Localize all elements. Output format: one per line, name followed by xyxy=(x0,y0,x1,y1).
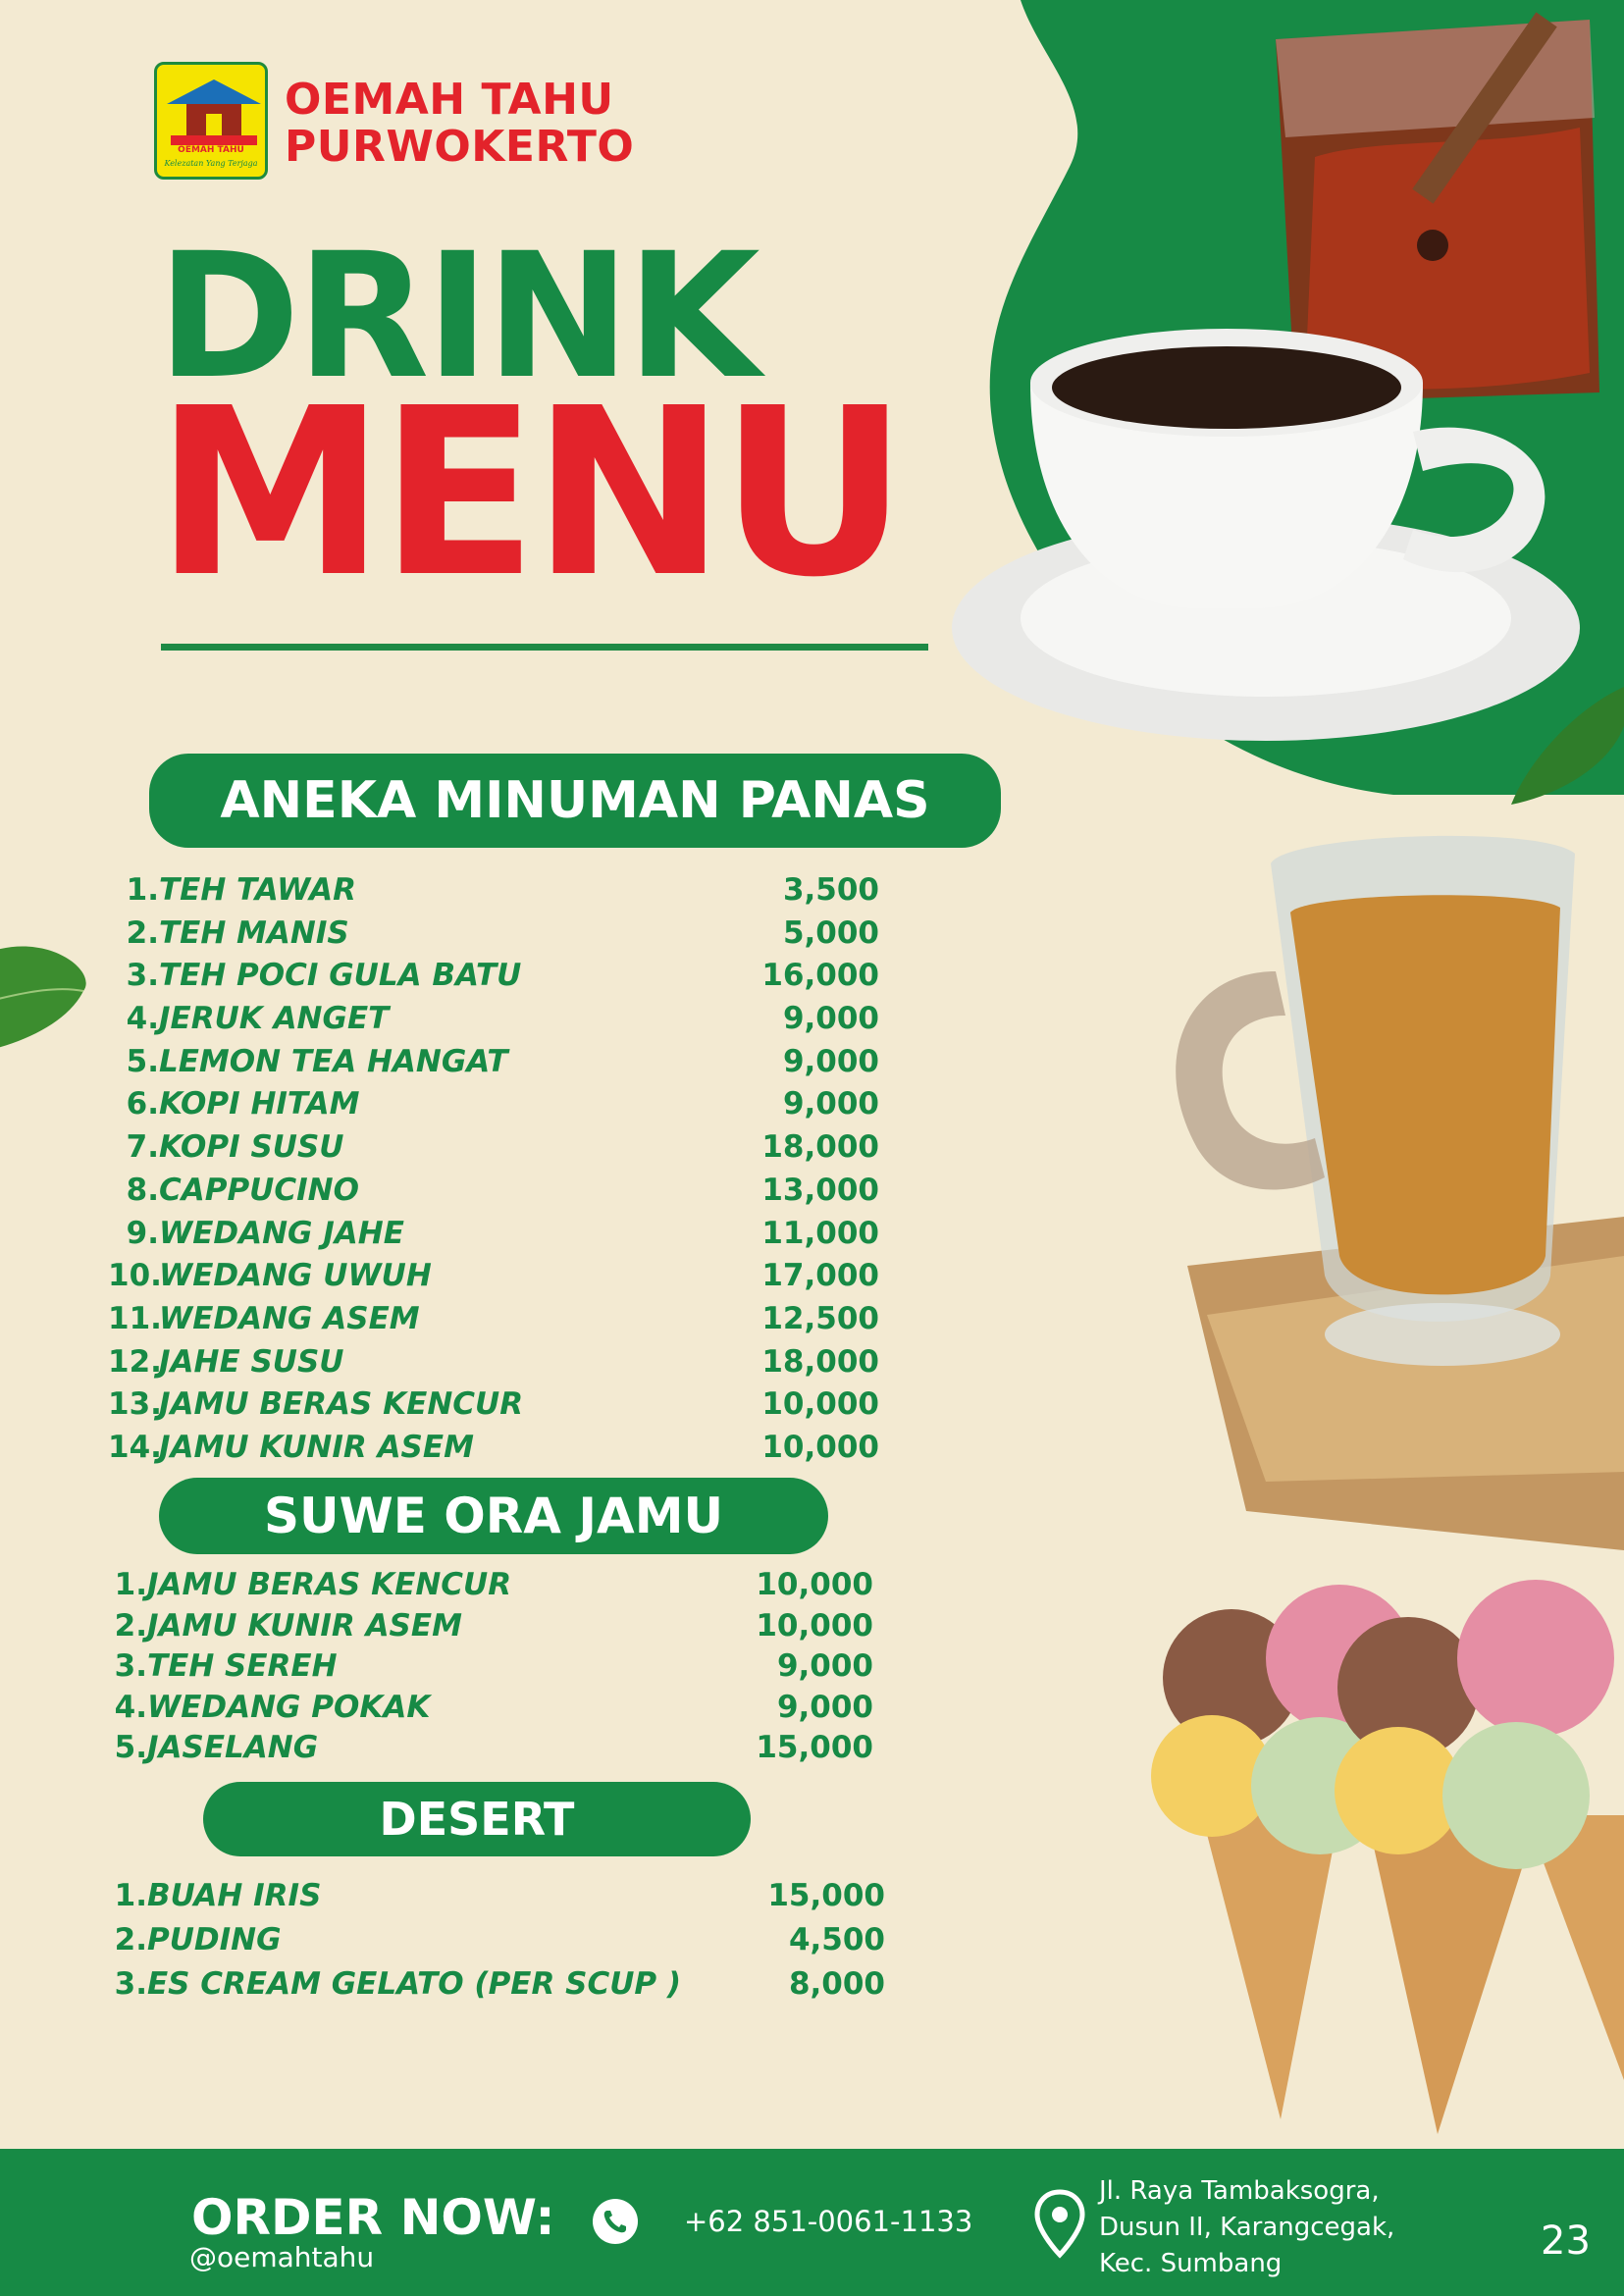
item-number: 8. xyxy=(126,1172,159,1208)
item-name: JAMU BERAS KENCUR xyxy=(147,1567,512,1602)
item-number: 11. xyxy=(108,1300,162,1336)
item-number: 3. xyxy=(114,1966,147,2002)
item-name: TEH SEREH xyxy=(147,1648,338,1684)
item-name: PUDING xyxy=(147,1922,282,1957)
item-name: ES CREAM GELATO (PER SCUP ) xyxy=(147,1966,682,2002)
item-number: 5. xyxy=(114,1730,147,1765)
item-price: 18,000 xyxy=(761,1343,879,1380)
item-number: 9. xyxy=(126,1215,159,1251)
order-now-label: ORDER NOW: xyxy=(191,2189,555,2246)
item-name: WEDANG JAHE xyxy=(159,1215,404,1251)
section-heading-hot-drinks: ANEKA MINUMAN PANAS xyxy=(149,754,1001,848)
list-item xyxy=(108,1213,879,1256)
list-item xyxy=(108,1874,885,1918)
item-number: 3. xyxy=(114,1648,147,1684)
item-price: 9,000 xyxy=(782,1001,879,1037)
item-name: JAMU BERAS KENCUR xyxy=(159,1386,524,1423)
item-price: 11,000 xyxy=(761,1215,879,1251)
item-number: 1. xyxy=(114,1878,147,1913)
list-item xyxy=(108,1565,873,1606)
item-name: JASELANG xyxy=(147,1730,319,1765)
ice-cream-cones-image xyxy=(1143,1570,1624,2139)
coffee-cup-image xyxy=(942,314,1590,746)
list-item xyxy=(108,1041,879,1084)
list-item xyxy=(108,869,879,913)
item-price: 9,000 xyxy=(782,1043,879,1079)
item-price: 3,500 xyxy=(782,872,879,908)
logo-tagline: Kelezatan Yang Terjaga xyxy=(164,159,258,168)
item-name: BUAH IRIS xyxy=(147,1878,322,1913)
list-item xyxy=(108,1427,879,1470)
phone-icon xyxy=(593,2199,638,2244)
phone-number[interactable]: +62 851-0061-1133 xyxy=(684,2205,973,2238)
title-divider xyxy=(161,644,928,651)
item-number: 4. xyxy=(114,1689,147,1725)
item-number: 2. xyxy=(126,914,159,951)
list-item xyxy=(108,1170,879,1213)
hot-drinks-list xyxy=(108,869,879,1470)
list-item xyxy=(108,1083,879,1126)
item-number: 1. xyxy=(126,872,159,908)
list-item xyxy=(108,1728,873,1769)
item-name: WEDANG POKAK xyxy=(147,1689,431,1725)
milk-tea-glass-image xyxy=(1128,805,1624,1560)
item-price: 10,000 xyxy=(756,1567,873,1602)
item-price: 10,000 xyxy=(761,1386,879,1423)
item-name: TEH POCI GULA BATU xyxy=(159,958,522,994)
list-item xyxy=(108,1688,873,1729)
item-name: WEDANG ASEM xyxy=(159,1300,420,1336)
item-name: JAMU KUNIR ASEM xyxy=(147,1607,462,1644)
list-item xyxy=(108,1606,873,1647)
title-drink: DRINK xyxy=(157,216,757,417)
item-number: 12. xyxy=(108,1343,162,1380)
brand-logo xyxy=(154,62,268,180)
item-number: 1. xyxy=(114,1567,147,1602)
address-line-2: Dusun II, Karangcegak, xyxy=(1099,2213,1395,2242)
item-number: 6. xyxy=(126,1086,159,1122)
list-item xyxy=(108,1383,879,1427)
item-price: 18,000 xyxy=(761,1129,879,1166)
item-price: 12,500 xyxy=(761,1300,879,1336)
item-price: 8,000 xyxy=(788,1966,885,2002)
item-number: 2. xyxy=(114,1607,147,1644)
brand-line-2: PURWOKERTO xyxy=(285,122,635,172)
leaf-left-icon xyxy=(0,932,98,1079)
section-heading-desert: DESERT xyxy=(203,1782,751,1856)
item-number: 5. xyxy=(126,1043,159,1079)
list-item xyxy=(108,1341,879,1384)
list-item xyxy=(108,913,879,956)
list-item xyxy=(108,1962,885,2007)
address-line-3: Kec. Sumbang xyxy=(1099,2249,1283,2278)
jamu-list xyxy=(108,1565,873,1769)
list-item xyxy=(108,1918,885,1962)
item-price: 10,000 xyxy=(756,1607,873,1644)
item-number: 14. xyxy=(108,1429,162,1465)
item-name: TEH TAWAR xyxy=(159,872,357,908)
section-heading-jamu: SUWE ORA JAMU xyxy=(159,1478,828,1554)
item-name: LEMON TEA HANGAT xyxy=(159,1043,508,1079)
item-price: 17,000 xyxy=(761,1258,879,1294)
item-price: 15,000 xyxy=(767,1878,885,1913)
item-price: 9,000 xyxy=(776,1689,873,1725)
address xyxy=(1099,2173,1394,2282)
item-price: 9,000 xyxy=(776,1648,873,1684)
item-name: WEDANG UWUH xyxy=(159,1258,432,1294)
address-line-1: Jl. Raya Tambaksogra, xyxy=(1099,2176,1380,2206)
item-number: 10. xyxy=(108,1258,162,1294)
item-name: KOPI HITAM xyxy=(159,1086,360,1122)
item-number: 3. xyxy=(126,958,159,994)
brand-line-1: OEMAH TAHU xyxy=(285,75,614,125)
list-item xyxy=(108,1126,879,1170)
item-name: TEH MANIS xyxy=(159,914,349,951)
item-price: 9,000 xyxy=(782,1086,879,1122)
list-item xyxy=(108,1298,879,1341)
item-price: 13,000 xyxy=(761,1172,879,1208)
item-name: KOPI SUSU xyxy=(159,1129,344,1166)
item-price: 10,000 xyxy=(761,1429,879,1465)
title-menu: MENU xyxy=(155,358,903,628)
page-number: 23 xyxy=(1541,2218,1591,2264)
item-price: 5,000 xyxy=(782,914,879,951)
item-name: JAHE SUSU xyxy=(159,1343,344,1380)
item-number: 2. xyxy=(114,1922,147,1957)
item-number: 4. xyxy=(126,1001,159,1037)
item-price: 15,000 xyxy=(756,1730,873,1765)
location-pin-icon xyxy=(1032,2188,1087,2263)
list-item xyxy=(108,1646,873,1688)
logo-text: OEMAH TAHU xyxy=(178,145,244,155)
item-price: 4,500 xyxy=(788,1922,885,1957)
social-handle[interactable]: @oemahtahu xyxy=(189,2241,375,2273)
desert-list xyxy=(108,1874,885,2007)
item-number: 7. xyxy=(126,1129,159,1166)
item-name: CAPPUCINO xyxy=(159,1172,359,1208)
brand-name xyxy=(285,77,634,171)
item-price: 16,000 xyxy=(761,958,879,994)
item-number: 13. xyxy=(108,1386,162,1423)
item-name: JAMU KUNIR ASEM xyxy=(159,1429,474,1465)
list-item xyxy=(108,998,879,1041)
item-name: JERUK ANGET xyxy=(159,1001,390,1037)
list-item xyxy=(108,1255,879,1298)
list-item xyxy=(108,955,879,998)
